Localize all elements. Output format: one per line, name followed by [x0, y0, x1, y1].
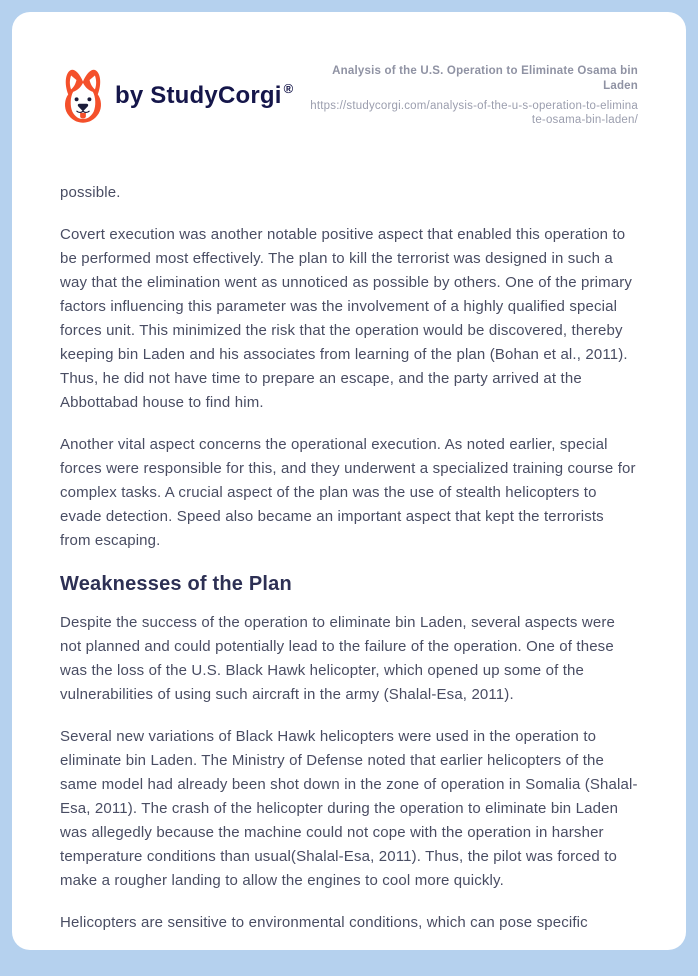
corgi-logo-icon [60, 68, 106, 124]
paragraph: Covert execution was another notable positive aspect that enabled this operation to be performed most effectively. The plan to kill the terrorist was designed in such a way that the elimination went as unnoticed as possible by others. One of the primary factors influencing this parameter was the involvement of a highly qualified special forces unit. This minimized the risk that the operation would be discovered, thereby keeping bin Laden and his associates from learning of the plan (Bohan et al., 2011). Thus, he did not have time to prepare an escape, and the party arrived at the Abbottabad house to find him. [60, 226, 633, 411]
document-title: Analysis of the U.S. Operation to Eliminate Osama bin Laden [332, 65, 638, 92]
document-header [60, 64, 638, 127]
brand-logo [60, 68, 293, 124]
document-url-link[interactable]: https://studycorgi.com/analysis-of-the-u-s-operation-to-eliminate-osama-bin-laden/ [310, 100, 638, 126]
section-heading: Weaknesses of the Plan [60, 573, 292, 595]
brand-name: by StudyCorgi ® [115, 81, 294, 109]
document-meta [308, 64, 638, 127]
paragraph: Helicopters are sensitive to environmental conditions, which can pose specific [60, 914, 588, 931]
document-card [12, 12, 686, 950]
article-body [60, 181, 638, 935]
paragraph: Despite the success of the operation to eliminate bin Laden, several aspects were not planned and could potentially lead to the failure of the operation. One of these was the loss of the U.S. Black Hawk helicopter, which opened up some of the vulnerabilities of using such aircraft in the army (Shalal-Esa, 2011). [60, 614, 615, 703]
paragraph: possible. [60, 184, 121, 201]
paragraph: Another vital aspect concerns the operational execution. As noted earlier, special forces were responsible for this, and they underwent a specialized training course for complex tasks. A crucial aspect of the plan was the use of stealth helicopters to evade detection. Speed also became an important aspect that kept the terrorists from escaping. [60, 436, 636, 549]
registered-mark: ® [283, 81, 294, 96]
paragraph: Several new variations of Black Hawk helicopters were used in the operation to eliminate bin Laden. The Ministry of Defense noted that earlier helicopters of the same model had already been shot down in the zone of operation in Somalia (Shalal-Esa, 2011). The crash of the helicopter during the operation to eliminate bin Laden was allegedly because the machine could not cope with the operation in harsher temperature conditions than usual(Shalal-Esa, 2011). Thus, the pilot was forced to make a rougher landing to allow the engines to cool more quickly. [60, 728, 638, 889]
